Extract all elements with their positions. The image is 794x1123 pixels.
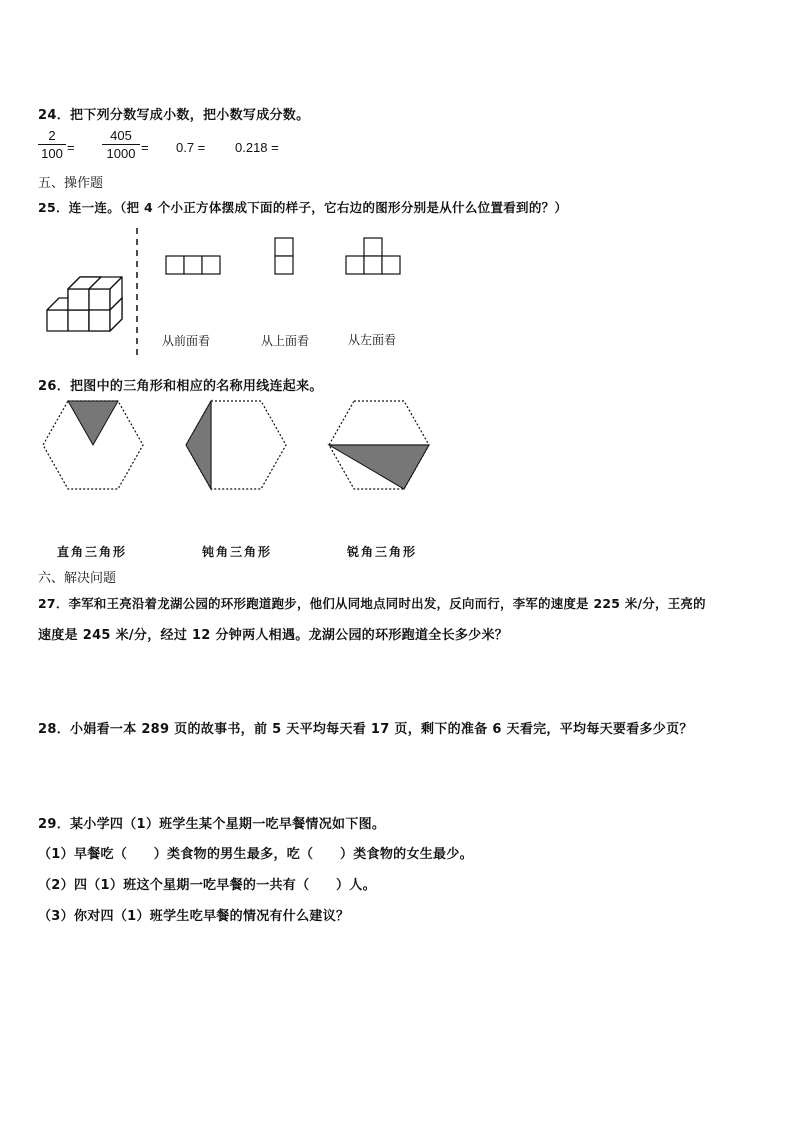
fraction-1-equals: =	[67, 140, 75, 155]
q28-title: 28．小娟看一本 289 页的故事书，前 5 天平均每天看 17 页，剩下的准备 6 天看完，平均每天要看多少页？	[38, 722, 693, 737]
fraction-2-denominator: 1000	[106, 146, 136, 161]
section-5-heading: 五、操作题	[38, 176, 104, 191]
hexagon-right-triangle	[40, 398, 150, 493]
view-label-left: 从左面看	[348, 333, 397, 347]
top-view-figure	[274, 237, 296, 277]
fraction-1-numerator: 2	[48, 128, 56, 143]
fraction-2	[102, 128, 140, 161]
fraction-1-denominator: 100	[41, 146, 63, 161]
fraction-1-bar	[38, 144, 66, 145]
fraction-2-equals: =	[141, 140, 149, 155]
q29-sub1: （1）早餐吃（ ）类食物的男生最多，吃（ ）类食物的女生最少。	[38, 847, 473, 862]
hexagon-obtuse-triangle	[183, 398, 293, 493]
decimal-2: 0.218 =	[235, 140, 279, 155]
q25-title: 25．连一连。（把 4 个小正方体摆成下面的样子，它右边的图形分别是从什么位置看到的？）	[38, 200, 568, 215]
fraction-2-numerator: 405	[110, 128, 132, 143]
decimal-1: 0.7 =	[176, 140, 206, 155]
view-label-front: 从前面看	[162, 334, 211, 348]
dashed-divider	[135, 228, 139, 358]
fraction-1	[38, 128, 66, 161]
view-label-top: 从上面看	[261, 334, 310, 348]
fraction-2-bar	[102, 144, 140, 145]
left-view-figure	[345, 237, 405, 277]
q26-title: 26．把图中的三角形和相应的名称用线连起来。	[38, 379, 323, 394]
hexagon-acute-triangle	[326, 398, 436, 493]
triangle-label-acute: 锐角三角形	[347, 545, 418, 559]
section-6-heading: 六、解决问题	[38, 571, 117, 586]
q27-line2: 速度是 245 米/分，经过 12 分钟两人相遇。龙湖公园的环形跑道全长多少米？	[38, 628, 509, 643]
triangle-label-obtuse: 钝角三角形	[202, 545, 273, 559]
q24-title: 24．把下列分数写成小数，把小数写成分数。	[38, 108, 310, 123]
cube-stack-figure	[40, 222, 130, 332]
q27-line1: 27．李军和王亮沿着龙湖公园的环形跑道跑步，他们从同地点同时出发，反向而行，李军的速度是 225 米/分，王亮的	[38, 596, 706, 611]
q29-sub3: （3）你对四（1）班学生吃早餐的情况有什么建议？	[38, 909, 350, 924]
q29-sub2: （2）四（1）班这个星期一吃早餐的一共有（ ）人。	[38, 878, 376, 893]
triangle-label-right: 直角三角形	[57, 545, 128, 559]
q29-title: 29．某小学四（1）班学生某个星期一吃早餐情况如下图。	[38, 817, 386, 832]
front-view-figure	[165, 255, 225, 277]
